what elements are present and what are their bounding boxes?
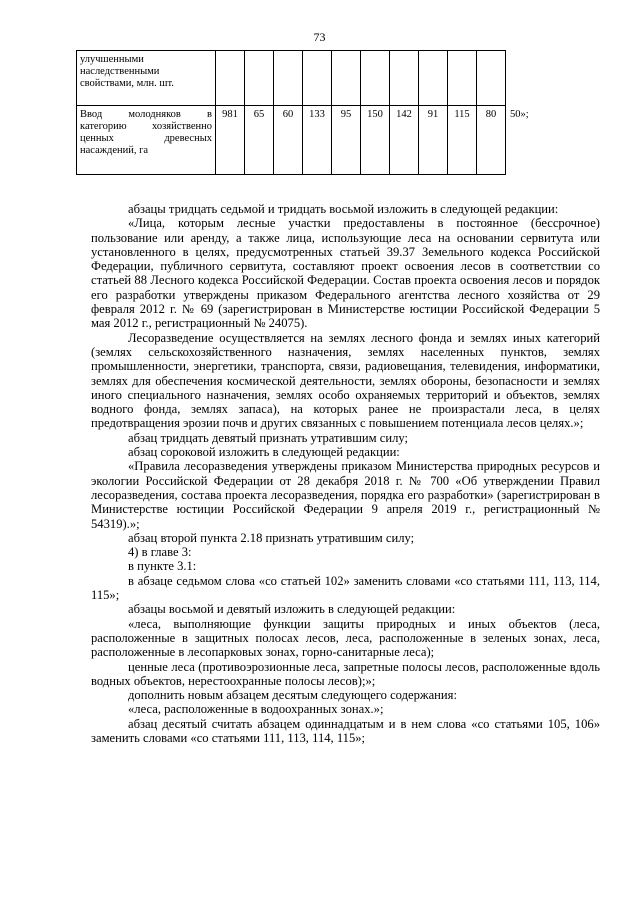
table-cell-value: 95	[332, 106, 361, 175]
table-cell-value: 91	[419, 106, 448, 175]
indicator-table	[76, 50, 532, 175]
document-body	[91, 202, 600, 745]
paragraph: абзац сороковой изложить в следующей редакции:	[128, 445, 400, 460]
paragraph: «Правила лесоразведения утверждены приказом Министерства природных ресурсов и экологии Российской Федерации от 28 декабря 2018 г. № 700 «Об утверждении Правил лесоразведения, состава проекта лесоразведения, порядка его разработки» (зарегистрирован в Министерстве юстиции Российской Федерации 9 апреля 2019 г., регистрационный № 54319).»;	[91, 459, 600, 531]
table-cell-value: 133	[303, 106, 332, 175]
table-cell-value: 80	[477, 106, 506, 175]
table-row	[77, 106, 532, 175]
table-cell-label: Ввод молодняков в категорию хозяйственно ценных древесных насаждений, га	[77, 106, 216, 175]
paragraph: абзац десятый считать абзацем одиннадцатым и в нем слова «со статьями 105, 106» заменить словами «со статьями 111, 113, 114, 115»;	[91, 716, 600, 745]
table-cell-value: 142	[390, 106, 419, 175]
paragraph: 4) в главе 3:	[128, 545, 192, 560]
paragraph: дополнить новым абзацем десятым следующего содержания:	[128, 688, 457, 703]
paragraph: абзацы тридцать седьмой и тридцать восьмой изложить в следующей редакции:	[128, 202, 559, 216]
paragraph: ценные леса (противоэрозионные леса, запретные полосы лесов, расположенные вдоль водных объектов, нерестоохранные полосы лесов);»;	[91, 659, 600, 688]
paragraph: абзацы восьмой и девятый изложить в следующей редакции:	[128, 602, 456, 617]
paragraph: Лесоразведение осуществляется на землях лесного фонда и землях иных категорий (землях сельскохозяйственного назначения, землях населенных пунктов, землях промышленности, энергетики, транспорта, связи, радиовещания, телевидения, информатики, землях для обеспечения космической деятельности, землях обороны, безопасности и землях иного специального назначения, землях особо охраняемых территорий и объектов, землях водного фонда, землях запаса), на которых ранее не произрастали леса, в целях предотвращения эрозии почв и других связанных с повышением потенциала лесов целях.»;	[91, 330, 600, 431]
table-cell-value: 150	[361, 106, 390, 175]
table-cell-value: 981	[216, 106, 245, 175]
table-cell-value: 115	[448, 106, 477, 175]
paragraph: «леса, выполняющие функции защиты природных и иных объектов (леса, расположенные в защитных полосах лесов, леса, расположенные в зеленых зонах, леса, расположенные в лесопарковых зонах, горно-санитарные леса);	[91, 616, 600, 660]
table-row	[77, 51, 532, 106]
table-cell-value: 50»;	[510, 108, 529, 120]
paragraph: в пункте 3.1:	[128, 559, 197, 574]
paragraph: «Лица, которым лесные участки предоставлены в постоянное (бессрочное) пользование или аренду, а также лица, использующие леса на основании сервитута или установленного в целях, предусмотренных статьей 39.37 Земельного кодекса Российской Федерации, публичного сервитута, составляют проект освоения лесов в соответствии со статьей 88 Лесного кодекса Российской Федерации. Состав проекта освоения лесов и порядок его разработки утверждены приказом Федерального агентства лесного хозяйства от 29 февраля 2012 г. № 69 (зарегистрирован в Министерстве юстиции Российской Федерации 5 мая 2012 г., регистрационный № 24075).	[91, 216, 600, 331]
paragraph: «леса, расположенные в водоохранных зонах.»;	[128, 702, 384, 717]
page-number: 73	[313, 30, 326, 44]
table-cell-value: 65	[245, 106, 274, 175]
paragraph: абзац тридцать девятый признать утратившим силу;	[128, 430, 409, 445]
paragraph: абзац второй пункта 2.18 признать утратившим силу;	[128, 530, 415, 545]
table-cell-label: улучшенными наследственными свойствами, млн. шт.	[77, 51, 216, 106]
table-cell-value: 60	[274, 106, 303, 175]
paragraph: в абзаце седьмом слова «со статьей 102» заменить словами «со статьями 111, 113, 114, 115»;	[91, 573, 600, 603]
